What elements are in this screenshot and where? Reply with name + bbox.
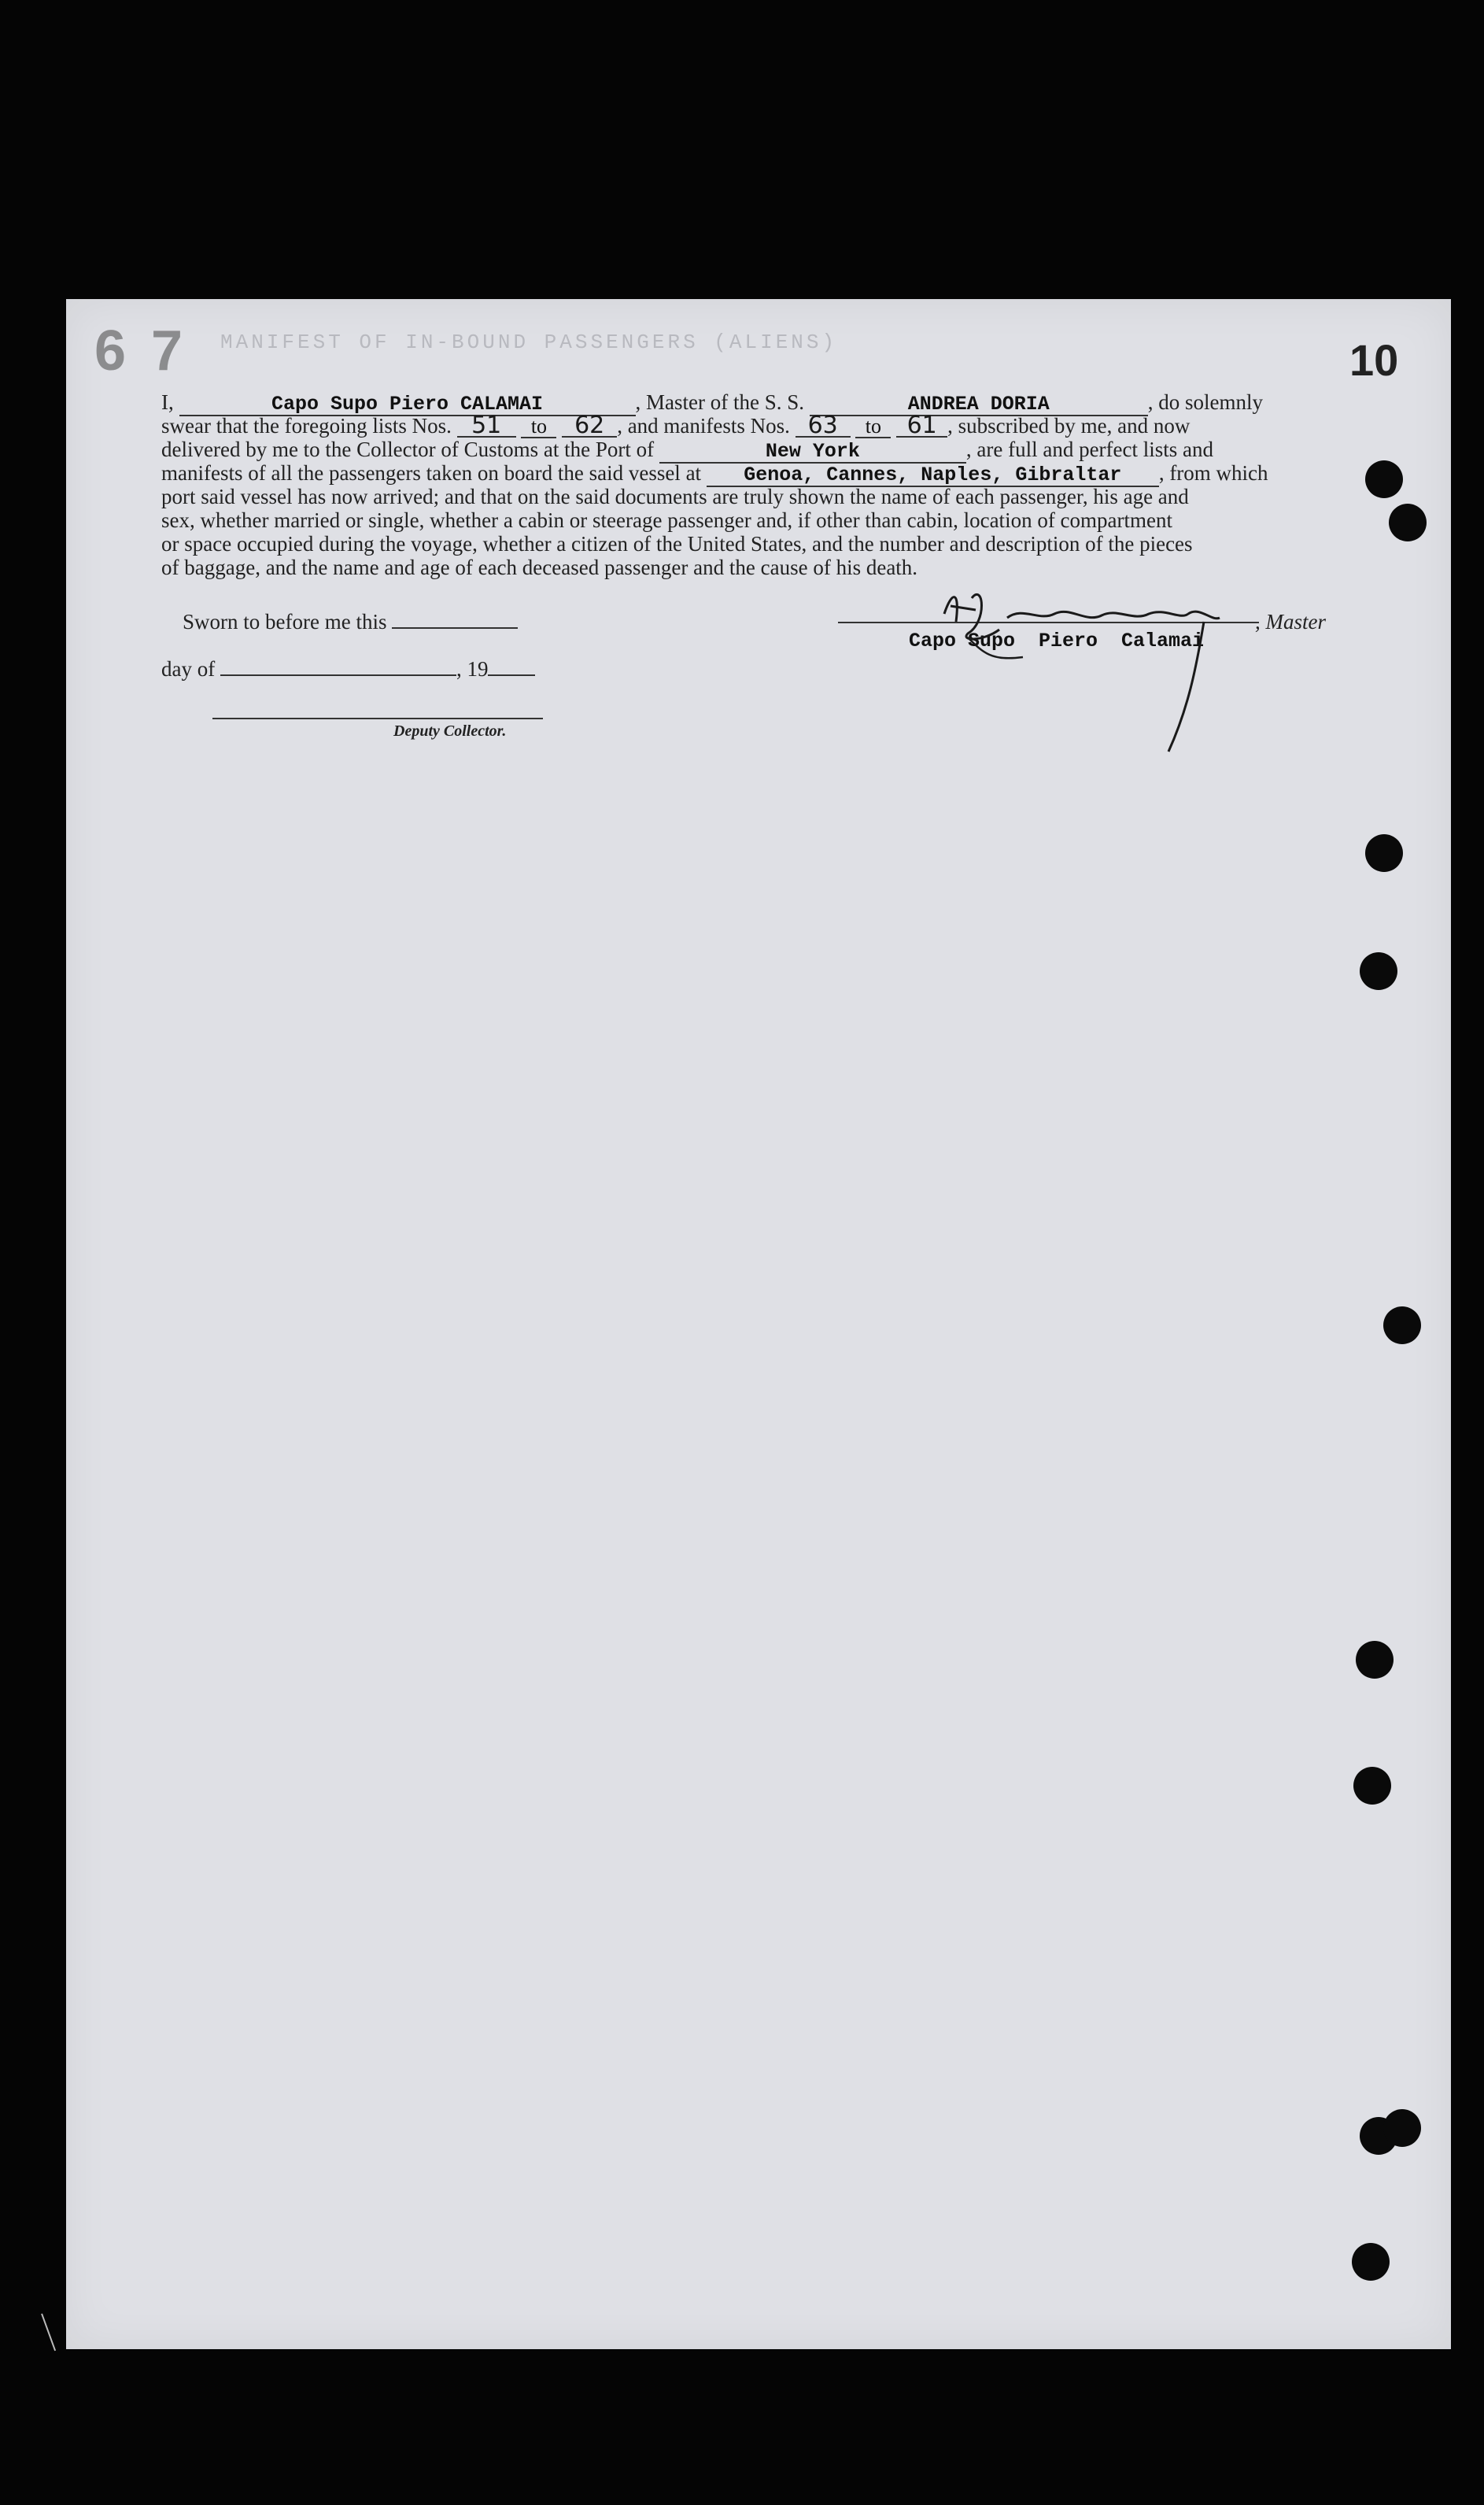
master-name-field: Capo Supo Piero CALAMAI — [179, 394, 636, 416]
faint-bleedthrough-header: MANIFEST OF IN-BOUND PASSENGERS (ALIENS) — [220, 331, 838, 354]
lists-to-field: 62 — [562, 416, 617, 438]
master-signature — [928, 575, 1259, 763]
oath-line-7: or space occupied during the voyage, whether a citizen of the United States, and the number and description of the pieces — [161, 532, 1193, 556]
oath-line-4 — [161, 461, 1330, 485]
port-field: New York — [659, 442, 966, 464]
to-text: to — [855, 416, 891, 438]
oath-line-5: port said vessel has now arrived; and that on the said documents are truly shown the name of each passenger, his age and — [161, 485, 1189, 508]
sworn-text: Sworn to before me this — [183, 610, 387, 634]
punch-hole — [1360, 952, 1397, 990]
punch-hole — [1383, 1306, 1421, 1344]
punch-hole — [1389, 504, 1427, 541]
day-of-text: day of — [161, 657, 216, 681]
from-which-text: , from which — [1158, 461, 1268, 485]
departure-ports-field: Genoa, Cannes, Naples, Gibraltar — [707, 465, 1159, 487]
oath-line-3 — [161, 438, 1330, 461]
master-oath-paragraph — [161, 390, 1330, 579]
oath-line-6: sex, whether married or single, whether a cabin or steerage passenger and, if other than cabin, location of compartment — [161, 508, 1173, 532]
solemnly-text: , do solemnly — [1147, 390, 1263, 414]
sworn-date-blank — [392, 610, 518, 629]
deputy-collector-label: Deputy Collector. — [393, 722, 507, 740]
master-label: , Master — [1255, 610, 1326, 634]
deputy-signature-line — [212, 718, 543, 719]
punch-hole — [1356, 1641, 1394, 1679]
swear-text: swear that the foregoing lists Nos. — [161, 414, 452, 438]
corner-number: 10 — [1349, 335, 1399, 385]
master-of-text: , Master of the S. S. — [635, 390, 804, 414]
punch-hole — [1352, 2243, 1390, 2281]
master-typed-name: Capo Supo Piero Calamai — [909, 630, 1205, 652]
manifests-all-text: manifests of all the passengers taken on board the said vessel at — [161, 461, 702, 485]
manifests-text: , and manifests Nos. — [617, 414, 790, 438]
vessel-name-field: ANDREA DORIA — [810, 394, 1148, 416]
punch-hole — [1365, 460, 1403, 498]
year-prefix: , 19 — [456, 657, 489, 681]
manifests-from-field: 63 — [796, 416, 851, 438]
delivered-text: delivered by me to the Collector of Customs at the Port of — [161, 438, 655, 461]
oath-line-2 — [161, 414, 1330, 438]
punch-hole — [1365, 834, 1403, 872]
day-of-blank — [220, 657, 456, 676]
to-text: to — [521, 416, 556, 438]
sworn-line — [183, 610, 518, 634]
corner-mark: 6 7 — [94, 320, 188, 382]
year-blank — [488, 657, 535, 676]
manifests-to-field: 61 — [896, 416, 947, 438]
subscribed-text: , subscribed by me, and now — [947, 414, 1191, 438]
oath-line-8: of baggage, and the name and age of each deceased passenger and the cause of his death. — [161, 556, 918, 579]
punch-hole — [1353, 1767, 1391, 1805]
day-of-line — [161, 657, 535, 682]
i-prefix: I, — [161, 390, 174, 414]
lists-from-field: 51 — [457, 416, 516, 438]
oath-line-1 — [161, 390, 1330, 414]
punch-hole — [1383, 2109, 1421, 2147]
full-lists-text: , are full and perfect lists and — [965, 438, 1214, 461]
